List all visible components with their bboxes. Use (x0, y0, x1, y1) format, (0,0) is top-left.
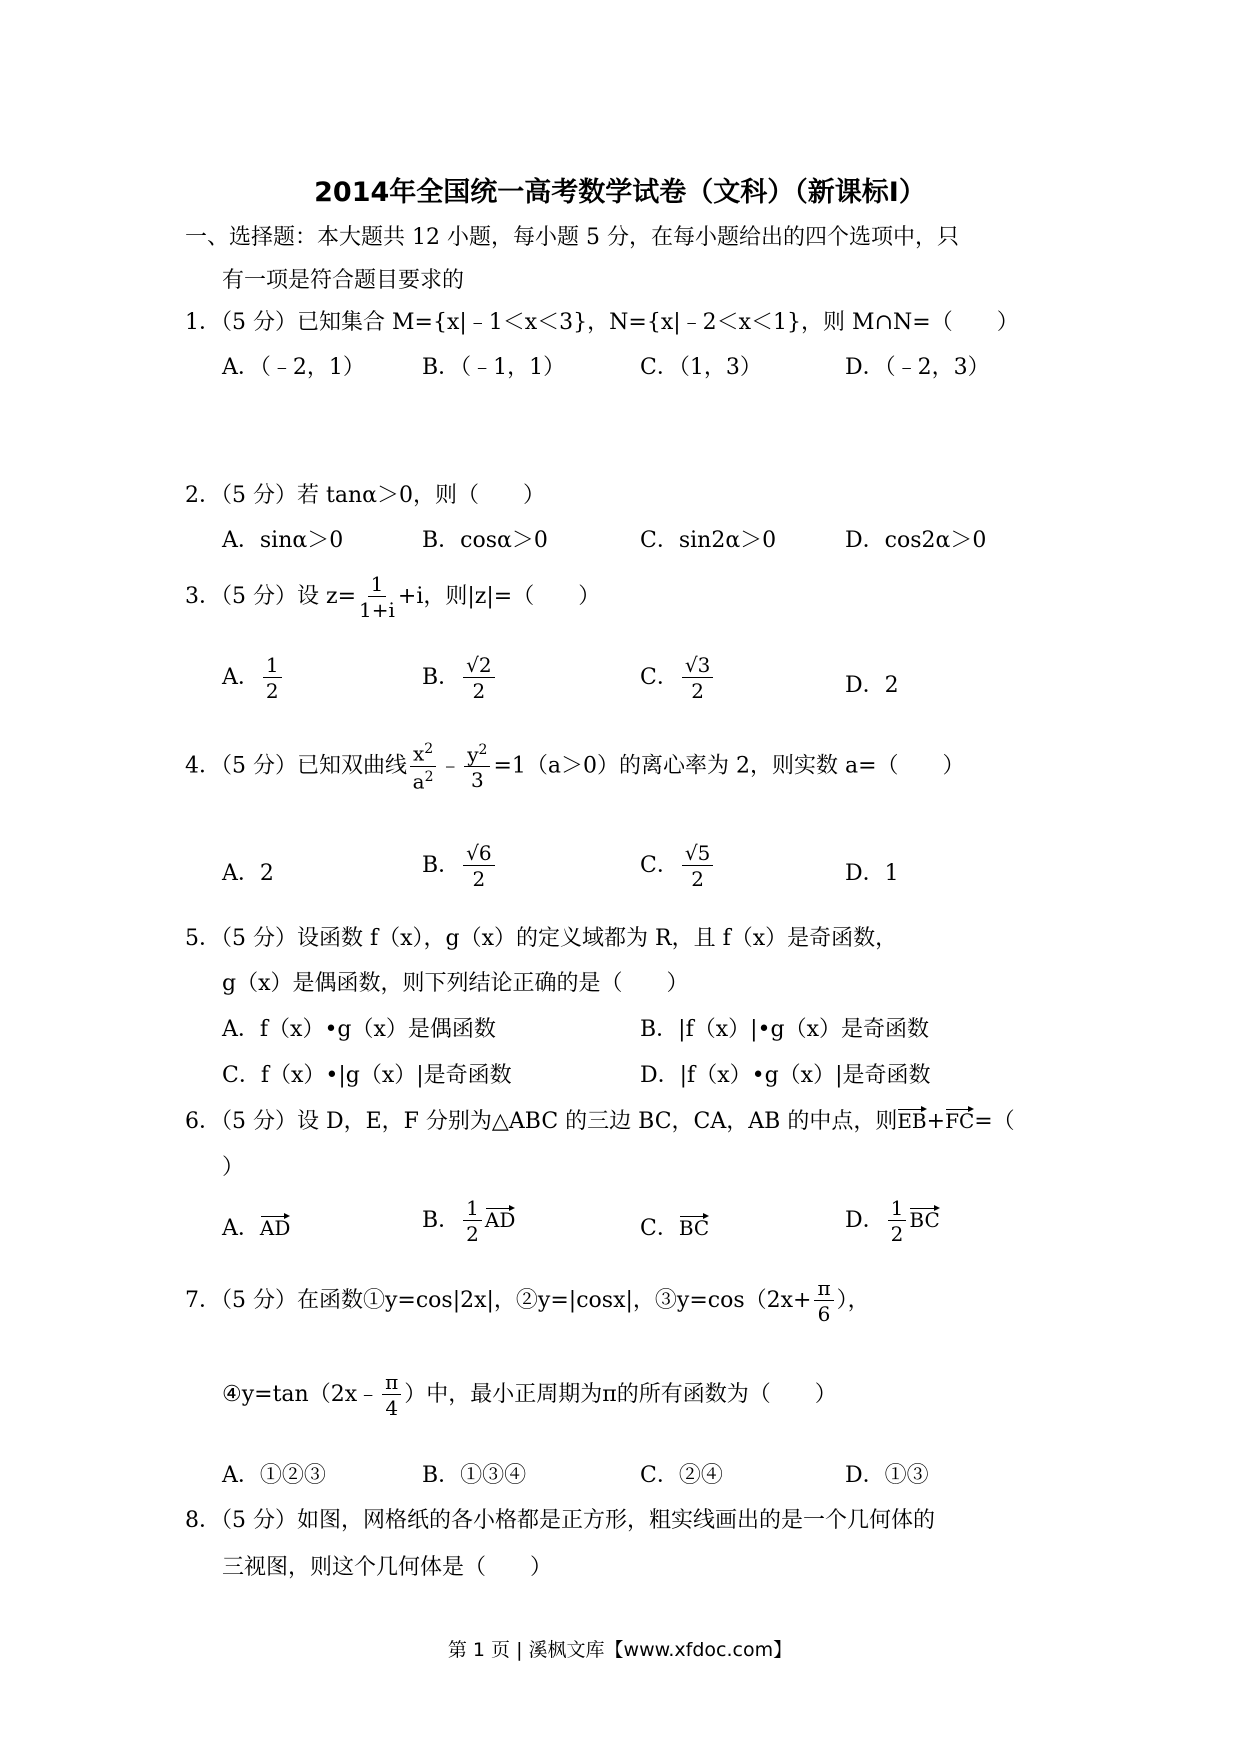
q4-option-c-label: C． (640, 853, 679, 878)
q2-option-d: D．cos2α＞0 (845, 528, 987, 553)
q7-fraction-1-den: 6 (817, 1302, 831, 1326)
q4-option-b-label: B． (422, 853, 461, 878)
q4-f1-num-exp: 2 (424, 741, 434, 757)
section-heading-line2: 有一项是符合题目要求的 (222, 268, 465, 293)
q3-option-c (640, 655, 716, 701)
q2-stem: 2．（5 分）若 tanα＞0，则（ ） (185, 483, 545, 508)
q4-option-c-fraction (682, 843, 713, 889)
page-title: 2014年全国统一高考数学试卷（文科）（新课标Ⅰ） (314, 177, 926, 208)
q6-option-d-vector: BC (909, 1202, 939, 1232)
q3-option-c-num: √3 (682, 655, 713, 678)
q5-stem-line2: g（x）是偶函数，则下列结论正确的是（ ） (222, 971, 689, 996)
q4-f2-num-exp: 2 (478, 741, 488, 758)
q3-fraction (359, 574, 395, 620)
q6-option-b (422, 1198, 515, 1244)
q6-option-c (640, 1210, 709, 1242)
q3-option-a (222, 655, 285, 701)
q3-option-b-fraction (463, 655, 494, 701)
q1-option-a: A．（﹣2，1） (222, 355, 365, 380)
q6-option-d-fraction (888, 1198, 907, 1244)
q4-stem-pre: 4．（5 分）已知双曲线 (185, 753, 407, 779)
q4-fraction-2 (464, 743, 490, 791)
q3-fraction-den: 1+i (359, 598, 395, 622)
q4-option-b-fraction (463, 843, 494, 889)
q3-option-a-den: 2 (265, 679, 279, 703)
page-footer: 第 1 页 | 溪枫文库【www.xfdoc.com】 (447, 1639, 793, 1661)
q2-option-a: A．sinα＞0 (222, 528, 344, 553)
q3-option-a-label: A． (222, 665, 260, 690)
q5-option-c: C．f（x）•|g（x）|是奇函数 (222, 1063, 512, 1088)
q7-fraction-1-num: π (814, 1278, 833, 1301)
q7-option-d: D．①③ (845, 1463, 929, 1488)
q6-option-a (222, 1210, 290, 1242)
q7-stem-line2 (222, 1372, 837, 1418)
q4-option-b (422, 843, 498, 889)
q4-option-c-num: √5 (682, 843, 713, 866)
q4-fraction-1-num (410, 742, 436, 767)
q7-fraction-2-num: π (382, 1372, 401, 1395)
q4-option-c (640, 843, 716, 889)
q4-option-d: D．1 (845, 861, 899, 886)
q3-option-a-fraction (263, 655, 282, 701)
q7-stem-pre2: ④y=tan（2x﹣ (222, 1382, 380, 1407)
q6-option-a-vector: AD (260, 1210, 290, 1240)
q5-option-b: B．|f（x）|•g（x）是奇函数 (640, 1017, 930, 1042)
q4-minus: ﹣ (439, 753, 462, 779)
q7-fraction-2-den: 4 (385, 1396, 399, 1420)
q4-stem-post: =1（a＞0）的离心率为 2，则实数 a=（ ） (493, 753, 965, 779)
q4-f1-num-base: x (413, 741, 425, 766)
q3-option-c-label: C． (640, 665, 679, 690)
q7-stem-post2: ）中，最小正周期为π的所有函数为（ ） (404, 1382, 837, 1407)
q3-option-d: D．2 (845, 673, 899, 698)
q4-f1-den-exp: 2 (424, 768, 434, 785)
q6-stem-line1 (185, 1103, 1015, 1135)
q6-option-d-num: 1 (888, 1198, 907, 1221)
q6-stem-line2: ） (222, 1155, 245, 1180)
q6-option-d-den: 2 (890, 1222, 904, 1246)
q4-option-c-den: 2 (691, 867, 704, 891)
q4-option-a: A．2 (222, 861, 274, 886)
q6-option-b-fraction (463, 1198, 482, 1244)
q4-fraction-2-num (464, 743, 490, 768)
q4-option-b-den: 2 (472, 867, 486, 891)
q3-stem-pre: 3．（5 分）设 z= (185, 584, 357, 609)
q6-option-c-vector: BC (679, 1210, 709, 1240)
q6-vector-eb: EB (897, 1103, 926, 1133)
q5-stem-line1: 5．（5 分）设函数 f（x），g（x）的定义域都为 R，且 f（x）是奇函数， (185, 926, 898, 951)
q6-option-d (845, 1198, 940, 1244)
q6-stem-post: =（ (974, 1109, 1015, 1134)
q6-stem-pre: 6．（5 分）设 D，E，F 分别为△ABC 的三边 BC，CA，AB 的中点，则 (185, 1109, 898, 1134)
q2-option-c: C．sin2α＞0 (640, 528, 777, 553)
q7-fraction-1 (814, 1278, 833, 1324)
q3-option-b-den: 2 (472, 679, 486, 703)
q6-vector-fc: FC (945, 1103, 974, 1133)
q4-option-b-num: √6 (463, 843, 494, 866)
q7-stem-pre: 7．（5 分）在函数①y=cos|2x|，②y=|cosx|，③y=cos（2x+ (185, 1288, 812, 1313)
q4-f2-num-base: y (467, 742, 479, 767)
q3-stem-post: +i，则|z|=（ ） (397, 584, 601, 609)
q7-stem-line1 (185, 1278, 870, 1324)
q1-option-d: D．（﹣2，3） (845, 355, 990, 380)
q6-option-b-num: 1 (463, 1198, 482, 1221)
q1-option-c: C．（1，3） (640, 355, 762, 380)
q3-option-b-label: B． (422, 665, 461, 690)
q5-option-a: A．f（x）•g（x）是偶函数 (222, 1017, 496, 1042)
q8-stem-line1: 8．（5 分）如图，网格纸的各小格都是正方形，粗实线画出的是一个几何体的 (185, 1508, 935, 1533)
q6-option-c-label: C． (640, 1216, 679, 1241)
q8-stem-line2: 三视图，则这个几何体是（ ） (222, 1555, 553, 1580)
q7-option-a: A．①②③ (222, 1463, 326, 1488)
q7-stem-post1: ）， (836, 1288, 870, 1313)
q6-option-b-den: 2 (466, 1222, 479, 1246)
q5-option-d: D．|f（x）•g（x）|是奇函数 (640, 1063, 931, 1088)
q3-option-c-den: 2 (691, 679, 704, 703)
q3-fraction-num: 1 (368, 574, 387, 597)
q4-fraction-2-den: 3 (470, 768, 484, 793)
q7-fraction-2 (382, 1372, 401, 1418)
q3-option-b (422, 655, 498, 701)
q3-option-c-fraction (682, 655, 713, 701)
q3-option-a-num: 1 (263, 655, 282, 678)
q6-option-b-vector: AD (485, 1202, 515, 1232)
q3-option-b-num: √2 (463, 655, 494, 678)
q4-f1-den-base: a (412, 769, 425, 794)
q7-option-c: C．②④ (640, 1463, 723, 1488)
q7-option-b: B．①③④ (422, 1463, 527, 1488)
q1-stem: 1．（5 分）已知集合 M={x|﹣1＜x＜3}，N={x|﹣2＜x＜1}，则 M∩N=（ ） (185, 310, 1019, 335)
q2-option-b: B．cosα＞0 (422, 528, 548, 553)
q6-option-b-label: B． (422, 1208, 461, 1233)
q6-option-a-label: A． (222, 1216, 260, 1241)
q6-option-d-label: D． (845, 1208, 885, 1233)
q4-fraction-1-den (413, 767, 434, 792)
q4-fraction-1 (410, 741, 436, 794)
q4-stem (185, 741, 965, 794)
section-heading-line1: 一、选择题：本大题共 12 小题，每小题 5 分，在每小题给出的四个选项中，只 (185, 225, 959, 250)
q3-stem (185, 574, 600, 620)
q6-plus: + (926, 1109, 946, 1134)
q1-option-b: B．（﹣1，1） (422, 355, 566, 380)
